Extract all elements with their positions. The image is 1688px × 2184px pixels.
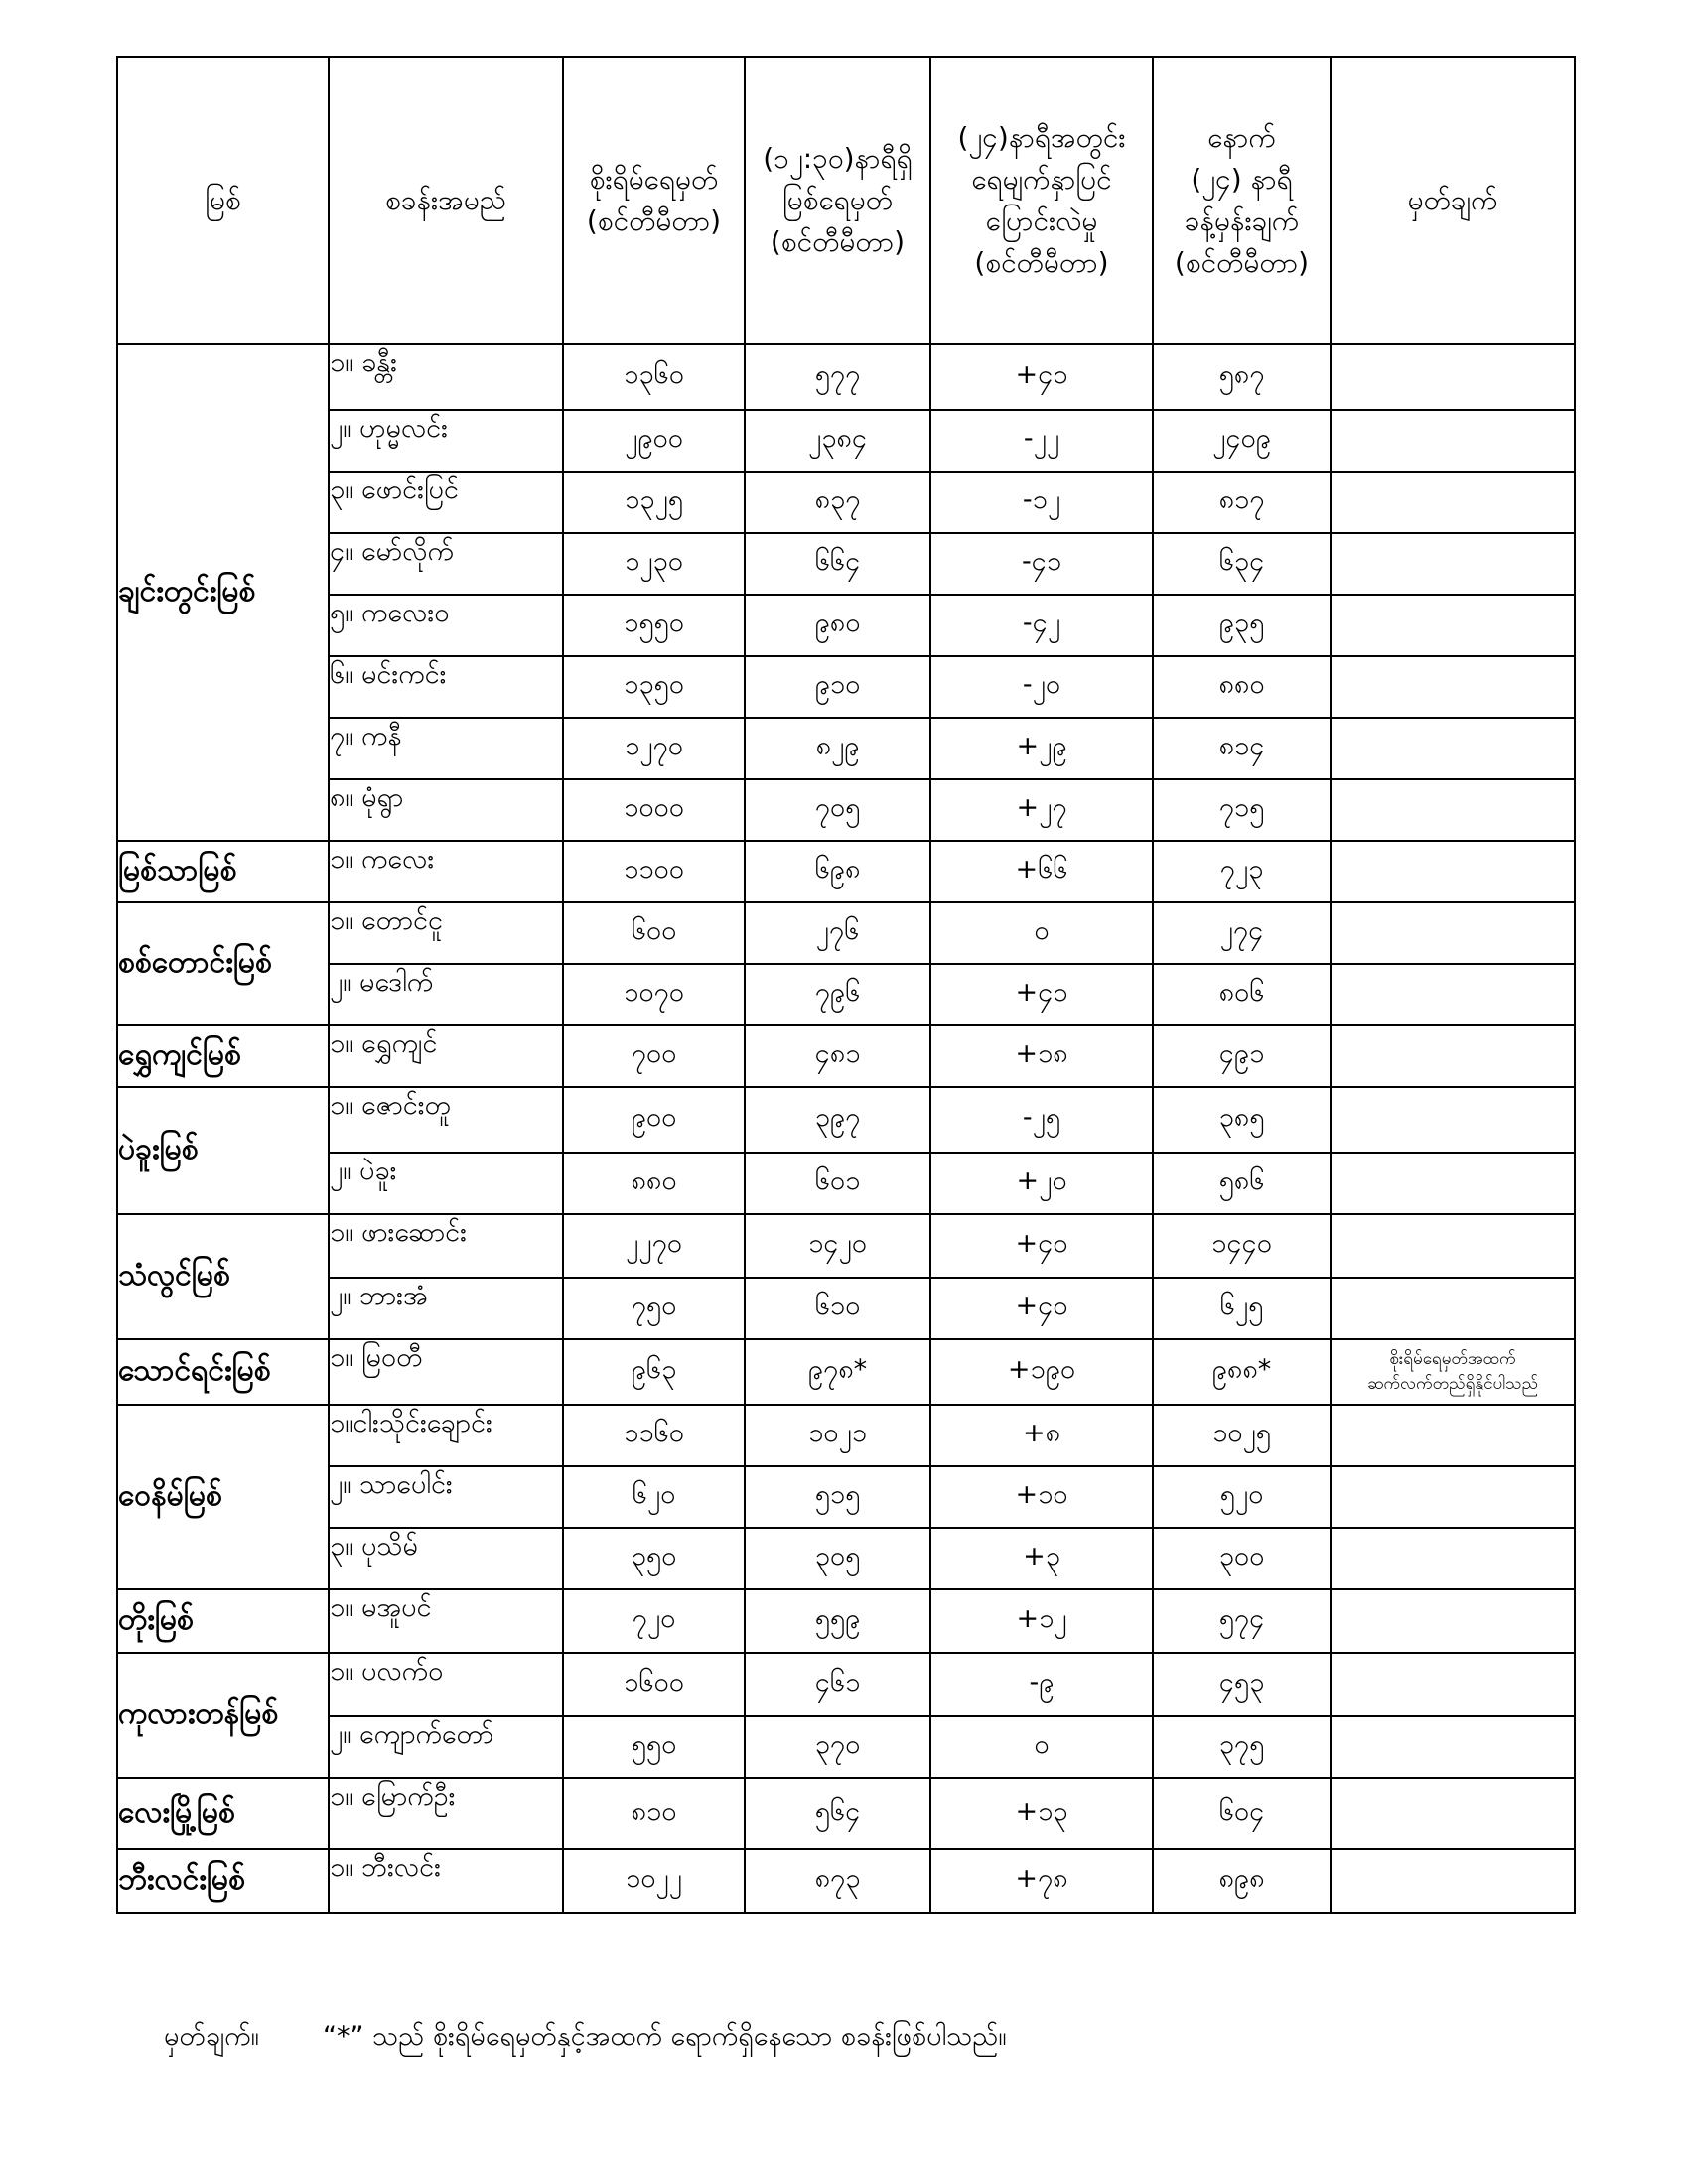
table-row [117,902,1575,964]
level-change: ၀ [930,902,1153,964]
current-level: ၆၁၀ [745,1278,930,1339]
table-row [117,1405,1575,1466]
footnote-text: “*” သည် စိုးရိမ်ရေမှတ်နှင့်အထက် ရောက်ရှိနေသော စခန်းဖြစ်ပါသည်။ [323,2021,1007,2052]
level-change: ၀ [930,1716,1153,1778]
current-level: ၅၇၇ [745,344,930,410]
table-row [117,964,1575,1025]
river-name: သောင်ရင်းမြစ် [117,1339,329,1405]
river-name: ချင်းတွင်းမြစ် [117,344,329,841]
river-name: လေးမြို့မြစ် [117,1778,329,1849]
remark [1331,1278,1575,1339]
table-row [117,1589,1575,1653]
station-name: ၁။ ဘီးလင်း [329,1849,563,1913]
level-change: +၈ [930,1405,1153,1466]
river-name: မြစ်သာမြစ် [117,841,329,902]
danger-level: ၆၀၀ [563,902,745,964]
forecast-level: ၉၃၅ [1153,595,1331,656]
header-danger-level: စိုးရိမ်ရေမှတ် (စင်တီမီတာ) [563,57,745,344]
station-name: ၂။ ဟုမ္မလင်း [329,410,563,472]
forecast-level: ၁၀၂၅ [1153,1405,1331,1466]
forecast-level: ၄၉၁ [1153,1025,1331,1087]
danger-level: ၁၆၀၀ [563,1653,745,1716]
remark [1331,1849,1575,1913]
danger-level: ၁၀၂၂ [563,1849,745,1913]
level-change: +၃ [930,1528,1153,1589]
station-name: ၂။ ပဲခူး [329,1153,563,1214]
remark [1331,472,1575,533]
forecast-level: ၇၂၃ [1153,841,1331,902]
danger-level: ၈၈၀ [563,1153,745,1214]
remark [1331,1405,1575,1466]
current-level: ၉၁၀ [745,656,930,718]
station-name: ၁။ ကလေး [329,841,563,902]
level-change: +၆၆ [930,841,1153,902]
current-level: ၃၀၅ [745,1528,930,1589]
current-level: ၄၆၁ [745,1653,930,1716]
table-row [117,1087,1575,1153]
danger-level: ၇၅၀ [563,1278,745,1339]
forecast-level: ၅၈၇ [1153,344,1331,410]
level-change: -၄၂ [930,595,1153,656]
level-change: +၄၀ [930,1214,1153,1278]
table-row [117,656,1575,718]
station-name: ၂။ ဘားအံ [329,1278,563,1339]
danger-level: ၇၂၀ [563,1589,745,1653]
river-name: ရွှေကျင်မြစ် [117,1025,329,1087]
current-level: ၈၂၉ [745,718,930,779]
remark [1331,841,1575,902]
forecast-level: ၃၈၅ [1153,1087,1331,1153]
station-name: ၁။ ပလက်ဝ [329,1653,563,1716]
station-name: ၁။ မြဝတီ [329,1339,563,1405]
current-level: ၈၃၇ [745,472,930,533]
remark [1331,1466,1575,1528]
danger-level: ၁၃၂၅ [563,472,745,533]
footnote [164,2019,1007,2059]
forecast-level: ၄၅၃ [1153,1653,1331,1716]
current-level: ၈၇၃ [745,1849,930,1913]
level-change: -၉ [930,1653,1153,1716]
level-change: +၂၉ [930,718,1153,779]
header-24h-change: (၂၄)နာရီအတွင်း ရေမျက်နှာပြင် ပြောင်းလဲမှု (စင်တီမီတာ) [930,57,1153,344]
danger-level: ၁၀၀၀ [563,779,745,841]
danger-level: ၁၃၅၀ [563,656,745,718]
station-name: ၁။ ခန္တီး [329,344,563,410]
table-row [117,1716,1575,1778]
forecast-level: ၉၈၈* [1153,1339,1331,1405]
table-row [117,1214,1575,1278]
river-name: တိုးမြစ် [117,1589,329,1653]
station-name: ၃။ ပုသိမ် [329,1528,563,1589]
station-name: ၁။ ဖားဆောင်း [329,1214,563,1278]
table-row [117,1278,1575,1339]
danger-level: ၇၀၀ [563,1025,745,1087]
current-level: ၃၇၀ [745,1716,930,1778]
station-name: ၈။ မုံရွာ [329,779,563,841]
forecast-level: ၈၁၄ [1153,718,1331,779]
table-row [117,410,1575,472]
table-row [117,595,1575,656]
remark [1331,1214,1575,1278]
station-name: ၁။ငါးသိုင်းချောင်း [329,1405,563,1466]
forecast-level: ၈၁၇ [1153,472,1331,533]
forecast-level: ၆၃၄ [1153,533,1331,595]
station-name: ၂။ မဒေါက် [329,964,563,1025]
footnote-label: မှတ်ချက်။ [164,2021,259,2052]
forecast-level: ၃၇၅ [1153,1716,1331,1778]
level-change: +၄၁ [930,344,1153,410]
danger-level: ၉၆၃ [563,1339,745,1405]
forecast-level: ၈၈၀ [1153,656,1331,718]
level-change: -၂၅ [930,1087,1153,1153]
station-name: ၃။ ဖောင်းပြင် [329,472,563,533]
danger-level: ၁၃၆၀ [563,344,745,410]
current-level: ၄၈၁ [745,1025,930,1087]
forecast-level: ၅၈၆ [1153,1153,1331,1214]
header-river: မြစ် [117,57,329,344]
remark [1331,1528,1575,1589]
forecast-level: ၈၀၆ [1153,964,1331,1025]
remark [1331,779,1575,841]
current-level: ၇၉၆ [745,964,930,1025]
station-name: ၁။ မြောက်ဦး [329,1778,563,1849]
forecast-level: ၇၁၅ [1153,779,1331,841]
table-row [117,533,1575,595]
danger-level: ၉၀၀ [563,1087,745,1153]
current-level: ၂၇၆ [745,902,930,964]
current-level: ၅၆၄ [745,1778,930,1849]
danger-level: ၁၂၃၀ [563,533,745,595]
table-row [117,1466,1575,1528]
current-level: ၉၈၀ [745,595,930,656]
level-change: -၂၀ [930,656,1153,718]
river-name: စစ်တောင်းမြစ် [117,902,329,1025]
table-row [117,1339,1575,1405]
header-current-level: (၁၂:၃၀)နာရီရှိ မြစ်ရေမှတ် (စင်တီမီတာ) [745,57,930,344]
level-change: +၁၂ [930,1589,1153,1653]
table-row [117,1778,1575,1849]
remark [1331,902,1575,964]
level-change: -၂၂ [930,410,1153,472]
danger-level: ၆၂၀ [563,1466,745,1528]
danger-level: ၁၂၇၀ [563,718,745,779]
table-row [117,841,1575,902]
station-name: ၇။ ကနီ [329,718,563,779]
forecast-level: ၈၉၈ [1153,1849,1331,1913]
remark [1331,533,1575,595]
table-row [117,344,1575,410]
forecast-level: ၁၄၄၀ [1153,1214,1331,1278]
remark [1331,410,1575,472]
forecast-level: ၆၂၅ [1153,1278,1331,1339]
table-row [117,1153,1575,1214]
remark [1331,1716,1575,1778]
danger-level: ၁၁၀၀ [563,841,745,902]
river-name: ဝေနိမ်မြစ် [117,1405,329,1589]
table-row [117,1025,1575,1087]
river-name: ပဲခူးမြစ် [117,1087,329,1214]
forecast-level: ၆၀၄ [1153,1778,1331,1849]
river-name: ကုလားတန်မြစ် [117,1653,329,1778]
level-change: +၁၃ [930,1778,1153,1849]
level-change: +၁၀ [930,1466,1153,1528]
remark [1331,718,1575,779]
river-name: သံလွင်မြစ် [117,1214,329,1339]
level-change: +၁၉၀ [930,1339,1153,1405]
current-level: ၆၀၁ [745,1153,930,1214]
current-level: ၁၄၂၀ [745,1214,930,1278]
remark: စိုးရိမ်ရေမှတ်အထက် ဆက်လက်တည်ရှိနိုင်ပါသည် [1331,1339,1575,1405]
forecast-level: ၅၇၄ [1153,1589,1331,1653]
level-change: +၇၈ [930,1849,1153,1913]
remark [1331,595,1575,656]
table-row [117,472,1575,533]
forecast-level: ၃၀၀ [1153,1528,1331,1589]
level-change: +၄၀ [930,1278,1153,1339]
level-change: +၁၈ [930,1025,1153,1087]
remark [1331,1087,1575,1153]
level-change: +၂၇ [930,779,1153,841]
level-change: +၂၀ [930,1153,1153,1214]
remark [1331,1153,1575,1214]
level-change: -၁၂ [930,472,1153,533]
header-row [117,57,1575,344]
remark [1331,964,1575,1025]
table-row [117,718,1575,779]
station-name: ၁။ ဇောင်းတူ [329,1087,563,1153]
current-level: ၃၉၇ [745,1087,930,1153]
table-row [117,1653,1575,1716]
current-level: ၆၉၈ [745,841,930,902]
danger-level: ၂၂၇၀ [563,1214,745,1278]
station-name: ၅။ ကလေးဝ [329,595,563,656]
current-level: ၅၁၅ [745,1466,930,1528]
table-row [117,1528,1575,1589]
station-name: ၆။ မင်းကင်း [329,656,563,718]
table-row [117,779,1575,841]
current-level: ၂၃၈၄ [745,410,930,472]
forecast-level: ၂၇၄ [1153,902,1331,964]
current-level: ၅၅၉ [745,1589,930,1653]
remark [1331,1653,1575,1716]
river-level-table [116,56,1576,1914]
station-name: ၄။ မော်လိုက် [329,533,563,595]
table-row [117,1849,1575,1913]
remark [1331,1778,1575,1849]
danger-level: ၃၅၀ [563,1528,745,1589]
header-remark: မှတ်ချက် [1331,57,1575,344]
danger-level: ၁၀၇၀ [563,964,745,1025]
current-level: ၇၀၅ [745,779,930,841]
header-forecast: နောက် (၂၄) နာရီ ခန့်မှန်းချက် (စင်တီမီတာ) [1153,57,1331,344]
station-name: ၁။ ရွှေကျင် [329,1025,563,1087]
station-name: ၂။ ကျောက်တော် [329,1716,563,1778]
remark [1331,656,1575,718]
danger-level: ၅၅၀ [563,1716,745,1778]
current-level: ၁၀၂၁ [745,1405,930,1466]
header-station: စခန်းအမည် [329,57,563,344]
level-change: +၄၁ [930,964,1153,1025]
remark [1331,1589,1575,1653]
danger-level: ၁၅၅၀ [563,595,745,656]
danger-level: ၂၉၀၀ [563,410,745,472]
remark [1331,344,1575,410]
station-name: ၁။ မအူပင် [329,1589,563,1653]
station-name: ၁။ တောင်ငူ [329,902,563,964]
forecast-level: ၅၂၀ [1153,1466,1331,1528]
level-change: -၄၁ [930,533,1153,595]
danger-level: ၁၁၆၀ [563,1405,745,1466]
river-name: ဘီးလင်းမြစ် [117,1849,329,1913]
remark [1331,1025,1575,1087]
danger-level: ၈၁၀ [563,1778,745,1849]
current-level: ၆၆၄ [745,533,930,595]
station-name: ၂။ သာပေါင်း [329,1466,563,1528]
forecast-level: ၂၄၀၉ [1153,410,1331,472]
current-level: ၉၇၈* [745,1339,930,1405]
